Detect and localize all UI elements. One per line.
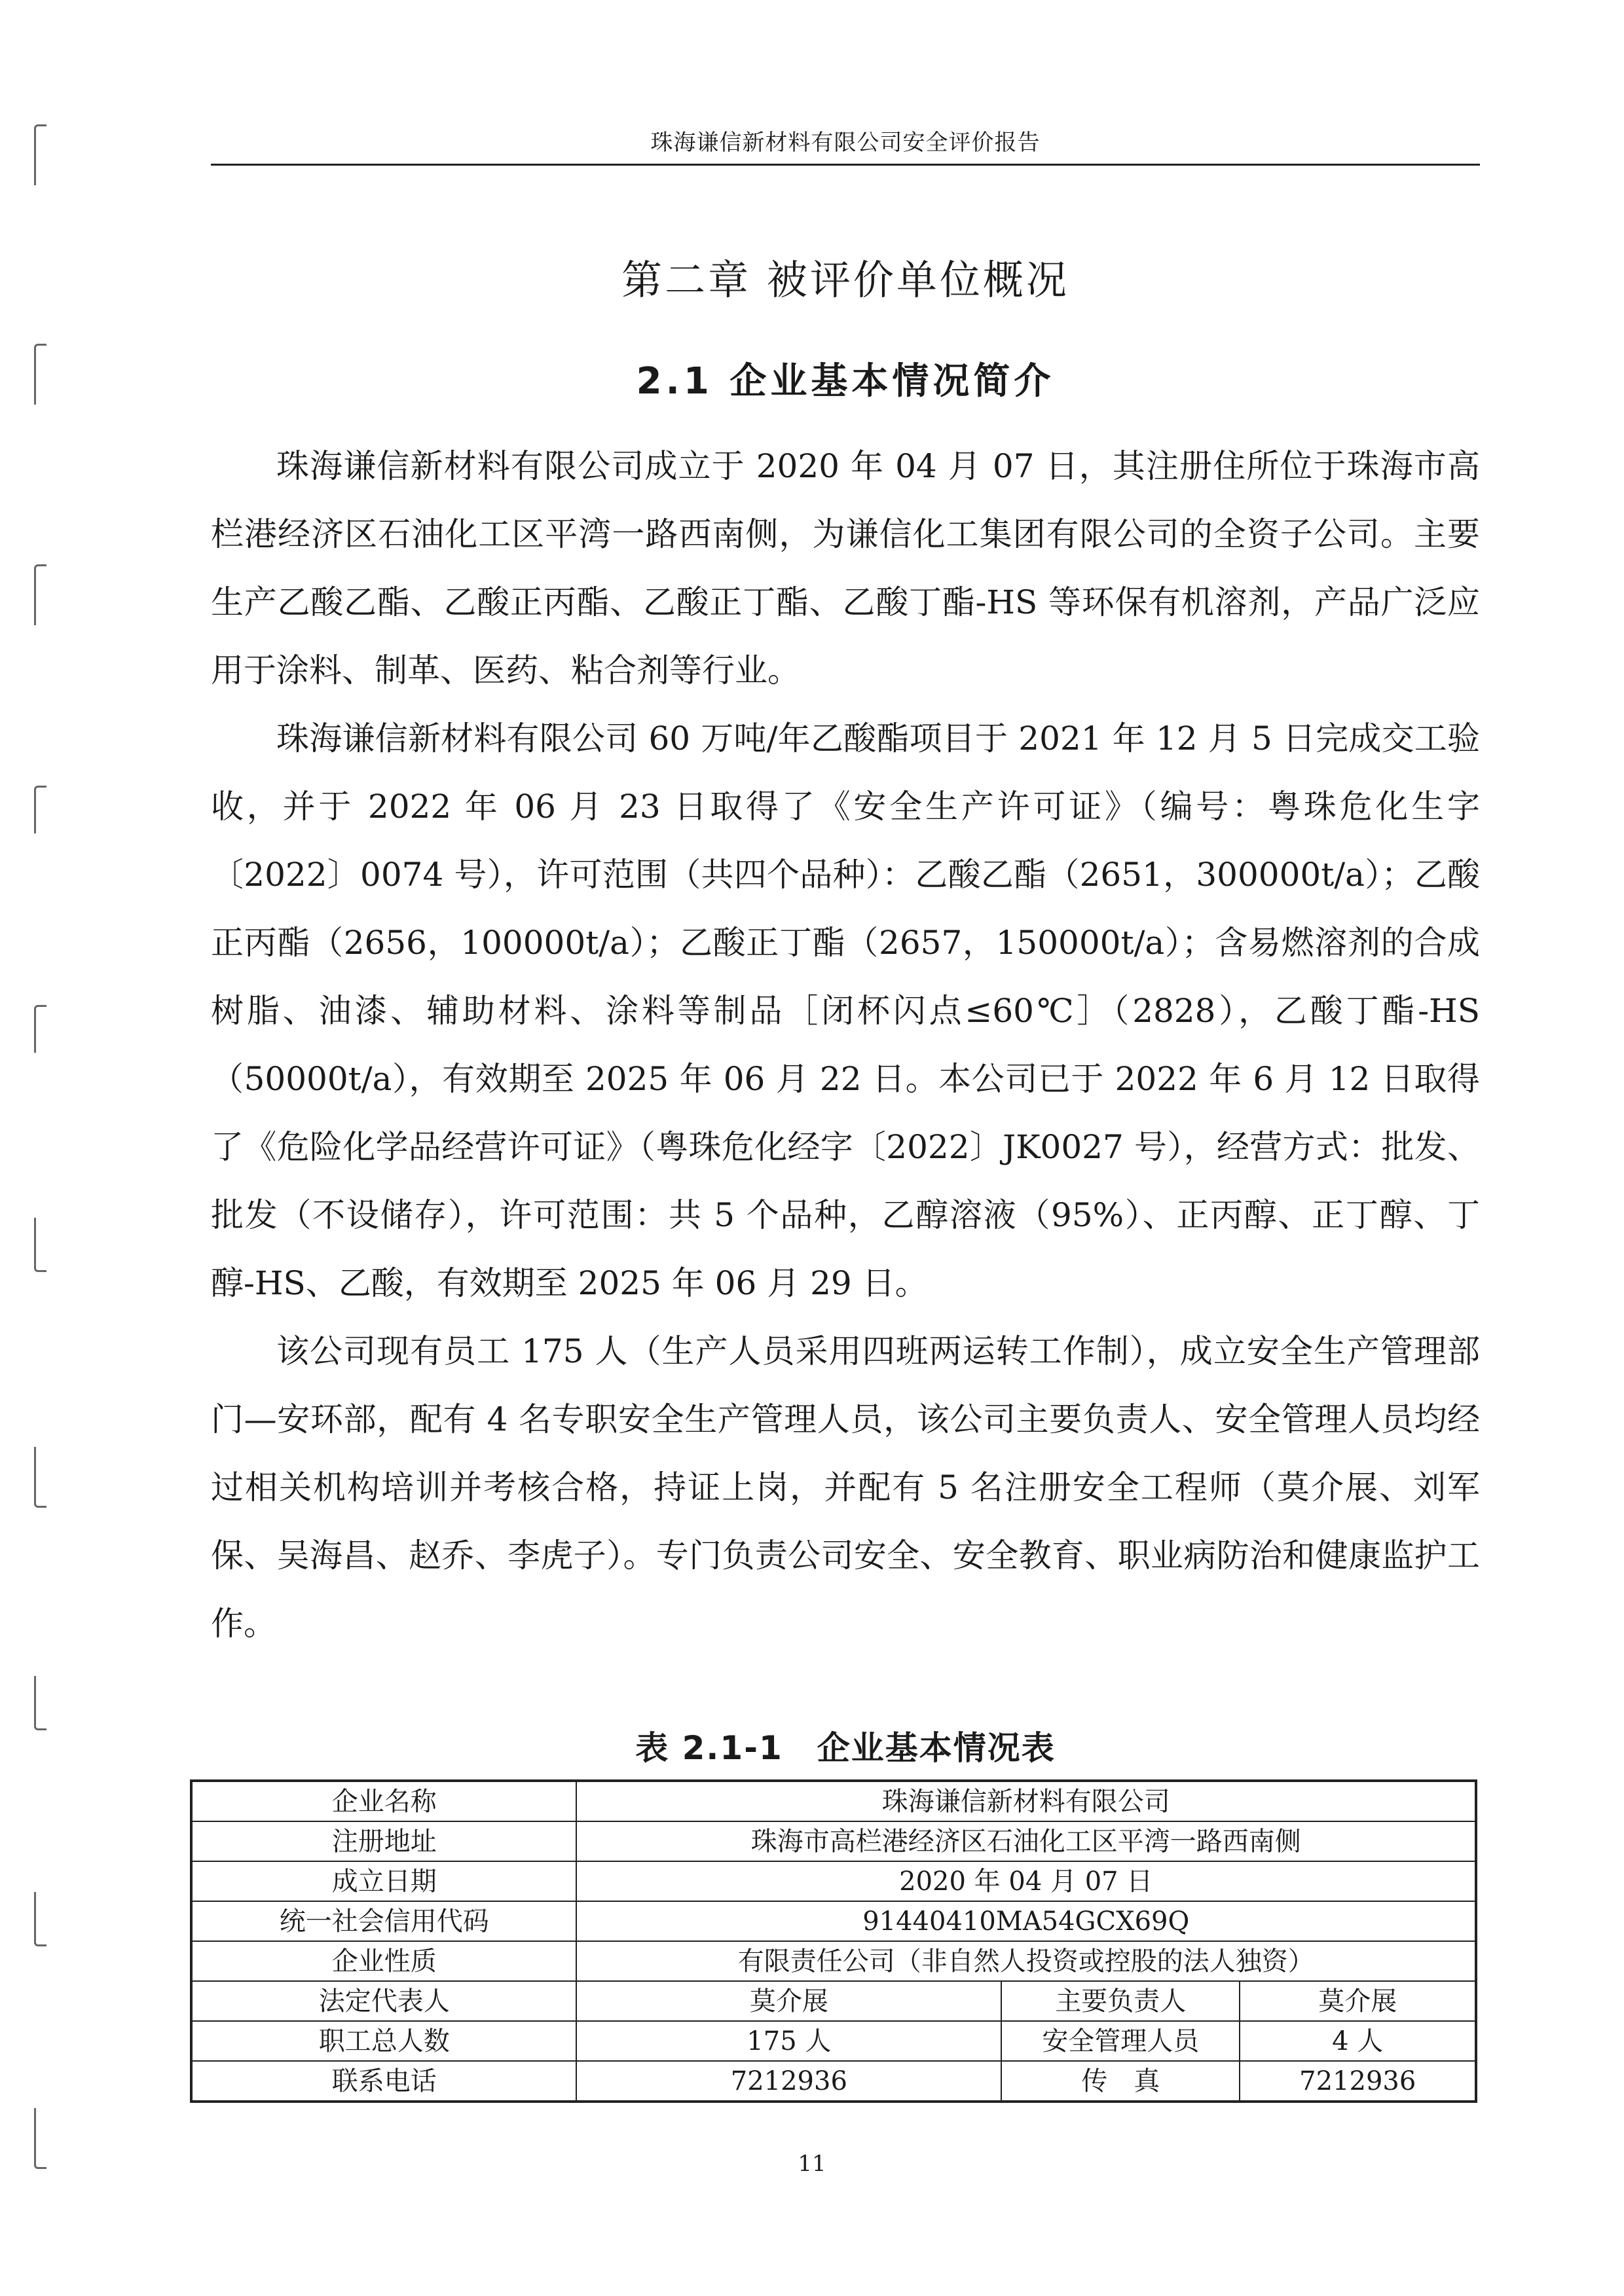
table-label: 安全管理人员: [1001, 2021, 1240, 2061]
table-row: [191, 1901, 1476, 1941]
table-value: 91440410MA54GCX69Q: [576, 1901, 1476, 1941]
table-value: 2020 年 04 月 07 日: [576, 1861, 1476, 1901]
company-info-table: [190, 1779, 1477, 2103]
body-text: [211, 432, 1480, 1658]
page-header: 珠海谦信新材料有限公司安全评价报告: [650, 130, 1041, 156]
binding-mark: [34, 1447, 46, 1508]
binding-mark: [34, 1218, 46, 1272]
binding-mark: [34, 1892, 46, 1946]
table-label: 注册地址: [191, 1821, 576, 1861]
table-value: 珠海谦信新材料有限公司: [576, 1781, 1476, 1821]
table-row: [191, 1781, 1476, 1821]
table-label: 联系电话: [191, 2061, 576, 2102]
binding-mark: [34, 344, 46, 405]
table-value: 莫介展: [1240, 1981, 1476, 2021]
header-rule: [211, 164, 1480, 166]
table-label: 统一社会信用代码: [191, 1901, 576, 1941]
page-number: 11: [798, 2151, 826, 2177]
table-label: 法定代表人: [191, 1981, 576, 2021]
table-label: 企业名称: [191, 1781, 576, 1821]
table-caption: 表 2.1-1 企业基本情况表: [635, 1729, 1056, 1767]
chapter-title: 第二章 被评价单位概况: [621, 256, 1069, 304]
table-label: 企业性质: [191, 1941, 576, 1981]
binding-mark: [34, 786, 46, 833]
table-value: 莫介展: [576, 1981, 1001, 2021]
binding-mark: [34, 1676, 46, 1730]
table-row: [191, 1821, 1476, 1861]
table-row: [191, 1861, 1476, 1901]
table-value: 7212936: [576, 2061, 1001, 2102]
table-value: 4 人: [1240, 2021, 1476, 2061]
table-row: [191, 2061, 1476, 2102]
table-label: 职工总人数: [191, 2021, 576, 2061]
table-value: 175 人: [576, 2021, 1001, 2061]
binding-mark: [34, 564, 46, 625]
binding-mark: [34, 1005, 46, 1053]
table-label: 传 真: [1001, 2061, 1240, 2102]
paragraph: 珠海谦信新材料有限公司成立于 2020 年 04 月 07 日，其注册住所位于珠海市高栏港经济区石油化工区平湾一路西南侧，为谦信化工集团有限公司的全资子公司。主要生产乙酸乙酯、乙酸正丙酯、乙酸正丁酯、乙酸丁酯-HS 等环保有机溶剂，产品广泛应用于涂料、制革、医药、粘合剂等行业。: [211, 447, 1480, 689]
table-row: [191, 2021, 1476, 2061]
table-row: [191, 1941, 1476, 1981]
table-label: 成立日期: [191, 1861, 576, 1901]
paragraph: 珠海谦信新材料有限公司 60 万吨/年乙酸酯项目于 2021 年 12 月 5 日完成交工验收，并于 2022 年 06 月 23 日取得了《安全生产许可证》（编号：粤珠危化生字〔2022〕0074 号），许可范围（共四个品种）：乙酸乙酯（2651，300000t/a）；乙酸正丙酯（2656，100000t/a）；乙酸正丁酯（2657，150000t/a）；含易燃溶剂的合成树脂、油漆、辅助材料、涂料等制品［闭杯闪点≤60℃］（2828），乙酸丁酯-HS（50000t/a），有效期至 2025 年 06 月 22 日。本公司已于 2022 年 6 月 12 日取得了《危险化学品经营许可证》（粤珠危化经字〔2022〕JK0027 号），经营方式：批发、批发（不设储存），许可范围：共 5 个品种，乙醇溶液（95%）、正丙醇、正丁醇、丁醇-HS、乙酸，有效期至 2025 年 06 月 29 日。: [211, 720, 1480, 1302]
table-value: 有限责任公司（非自然人投资或控股的法人独资）: [576, 1941, 1476, 1981]
table-value: 珠海市高栏港经济区石油化工区平湾一路西南侧: [576, 1821, 1476, 1861]
table-row: [191, 1981, 1476, 2021]
table-value: 7212936: [1240, 2061, 1476, 2102]
section-title: 2.1 企业基本情况简介: [636, 360, 1055, 403]
binding-mark: [34, 124, 46, 185]
paragraph: 该公司现有员工 175 人（生产人员采用四班两运转工作制），成立安全生产管理部门—安环部，配有 4 名专职安全生产管理人员，该公司主要负责人、安全管理人员均经过相关机构培训并考核合格，持证上岗，并配有 5 名注册安全工程师（莫介展、刘军保、吴海昌、赵乔、李虎子）。专门负责公司安全、安全教育、职业病防治和健康监护工作。: [211, 1332, 1480, 1643]
table-label: 主要负责人: [1001, 1981, 1240, 2021]
